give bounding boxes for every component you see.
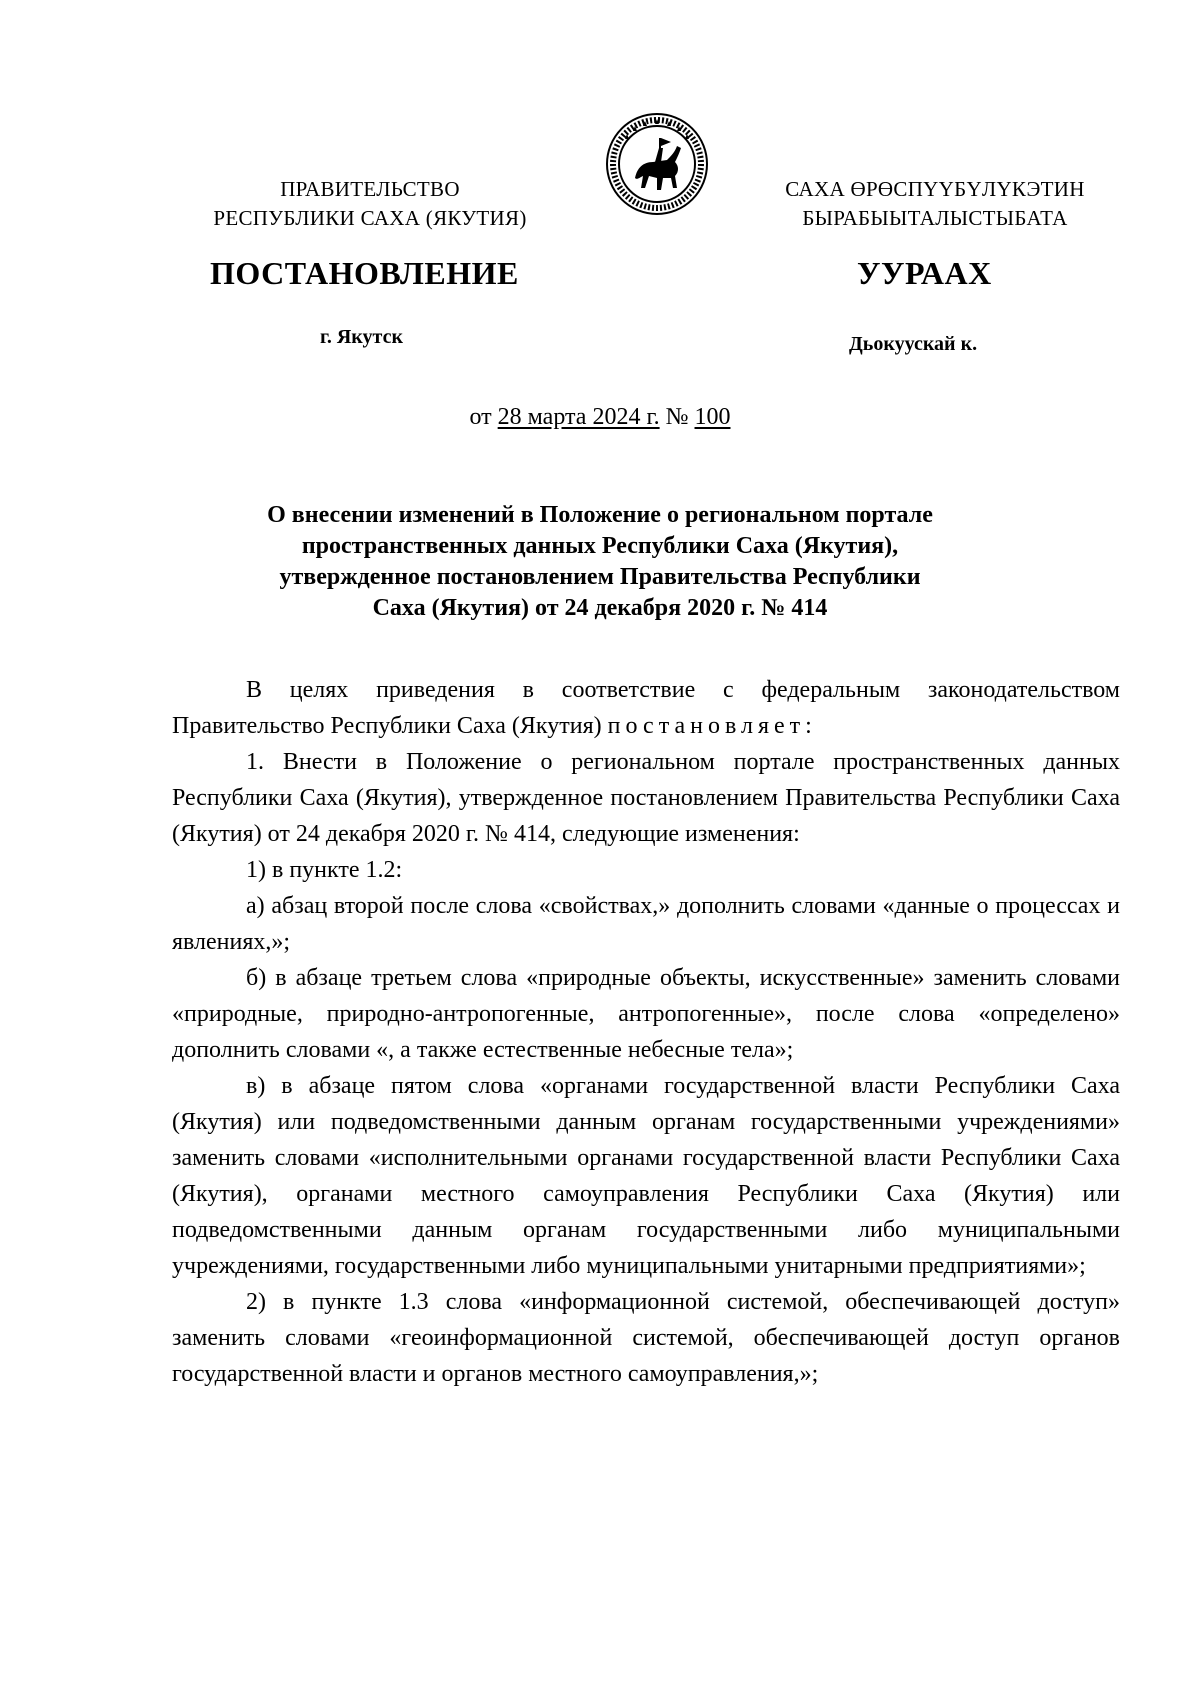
document-date: 28 марта 2024 г.: [497, 404, 660, 430]
city-sakha: Дьокуускай к.: [849, 333, 978, 355]
header-left-line2: РЕСПУБЛИКИ САХА (ЯКУТИЯ): [213, 206, 527, 230]
subject-line: Саха (Якутия) от 24 декабря 2020 г. № 414: [372, 595, 828, 621]
subject-line: О внесении изменений в Положение о региональном портале: [267, 502, 933, 528]
body-paragraph: в) в абзаце пятом слова «органами государственной власти Республики Саха (Якутия) или подведомственными данным органам государственными учреждениями» заменить словами «исполнительными органами государственной власти Республики Саха (Якутия), органами местного самоуправления Республики Саха (Якутия) или подведомственными данным органам государственными либо муниципальными учреждениями, государственными либо муниципальными унитарными предприятиями»;: [172, 1073, 1120, 1279]
body-paragraph: [172, 672, 1120, 744]
document-body: [172, 672, 1120, 1392]
document-subject: [180, 500, 1020, 624]
body-paragraph: 1. Внести в Положение о региональном портале пространственных данных Республики Саха (Якутия), утвержденное постановлением Правительства Республики Саха (Якутия) от 24 декабря 2020 г. № 414, следующие изменения:: [172, 749, 1120, 847]
title-resolution-sakha: УУРААХ: [857, 255, 992, 291]
number-sign: №: [659, 404, 695, 430]
body-paragraph: 1) в пункте 1.2:: [246, 857, 403, 883]
preamble-text: В целях приведения в соответствие с федеральным законодательством Правительство Республики Саха (Якутия): [172, 677, 1120, 739]
header-right: [750, 175, 1120, 233]
subject-line: пространственных данных Республики Саха (Якутия),: [301, 533, 899, 559]
body-paragraph: б) в абзаце третьем слова «природные объекты, искусственные» заменить словами «природные, природно-антропогенные, антропогенные», после слова «определено» дополнить словами «, а также естественные небесные тела»;: [172, 965, 1120, 1063]
header-left-line1: ПРАВИТЕЛЬСТВО: [280, 177, 460, 201]
subject-line: утвержденное постановлением Правительства Республики: [279, 564, 921, 590]
header-right-line2: БЫРАБЫЫТАЛЫСТЫБАТА: [802, 206, 1068, 230]
date-prefix: от: [469, 404, 498, 430]
body-paragraph: а) абзац второй после слова «свойствах,» дополнить словами «данные о процессах и явлениях,»;: [172, 893, 1120, 955]
sakha-coat-of-arms-icon: [605, 112, 709, 216]
decree-word: постановляет:: [607, 713, 817, 739]
city-ru: г. Якутск: [320, 326, 403, 348]
header-right-line1: САХА ӨРӨСПҮҮБҮЛҮКЭТИН: [785, 177, 1085, 201]
document-number: 100: [694, 404, 731, 430]
body-paragraph: 2) в пункте 1.3 слова «информационной системой, обеспечивающей доступ» заменить словами «геоинформационной системой, обеспечивающей доступ органов государственной власти и органов местного самоуправления,»;: [172, 1289, 1120, 1387]
title-resolution-ru: ПОСТАНОВЛЕНИЕ: [210, 255, 519, 291]
header-left: [170, 175, 570, 233]
date-line: [0, 404, 1200, 431]
